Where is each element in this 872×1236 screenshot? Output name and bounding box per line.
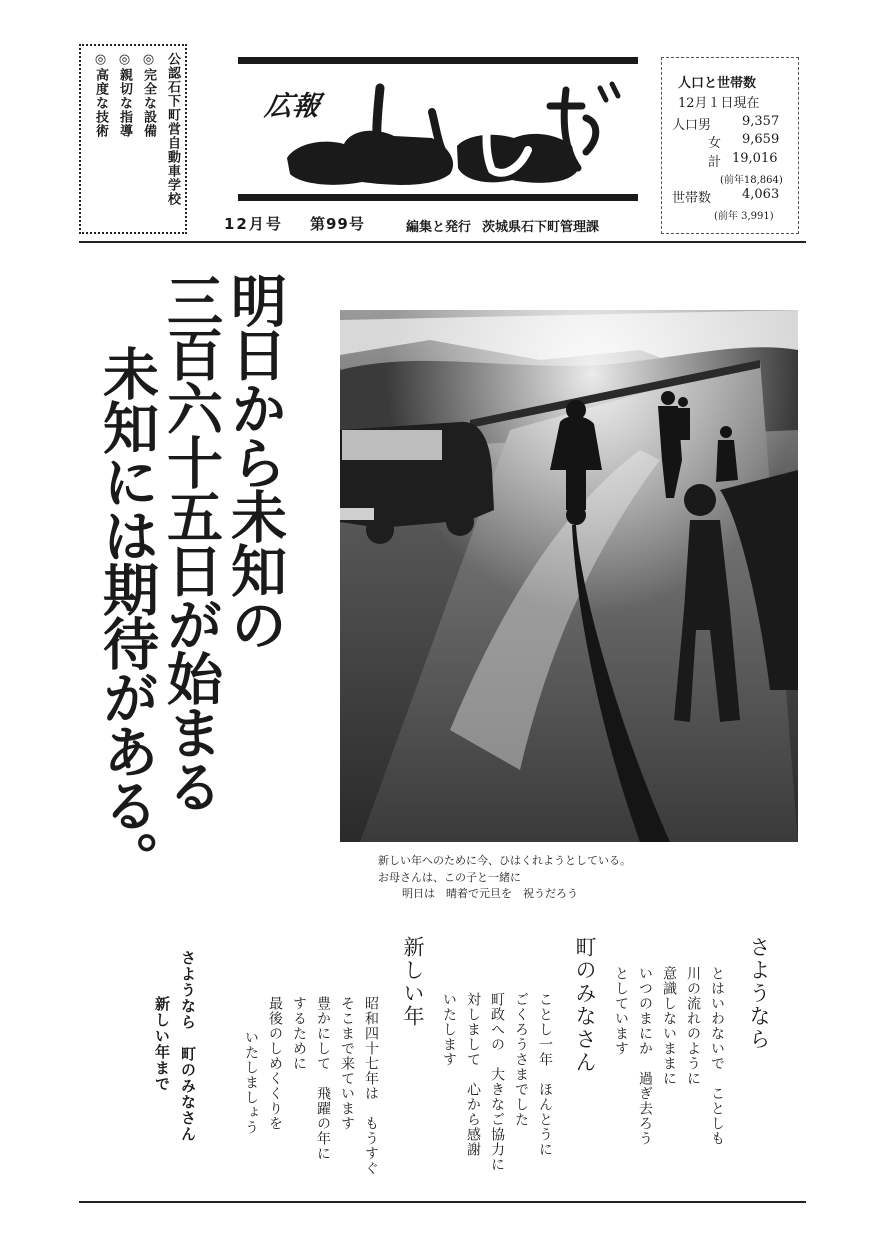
stats-households-label: 世帯数 (672, 191, 712, 206)
photo-caption-line: お母さんは、この子と一緒に (378, 871, 521, 884)
poem-line: いつのまにか 過ぎ去ろう (637, 966, 653, 1146)
stats-total-prev: (前年18,864) (720, 175, 783, 186)
poem-line: さようなら (747, 936, 771, 1051)
poem-line: 川の流れのように (685, 966, 701, 1086)
poem-line: いたします (441, 992, 457, 1067)
headline-line-2: 三百六十五日が始まる (158, 272, 223, 812)
stats-title: 人口と世帯数 (678, 76, 757, 91)
poem-line: 対しまして 心から感謝 (465, 992, 481, 1157)
ad-line: ◎高度な技術 (93, 52, 108, 138)
closing-line: さようなら 町のみなさん (179, 950, 197, 1142)
poem-line: ことし一年 ほんとうに (537, 992, 553, 1157)
poem-line: そこまで来ています (339, 996, 355, 1131)
issue-number: 第99号 (310, 215, 365, 233)
bridge-photo (340, 310, 798, 842)
poem-line: ごくろうさまでした (513, 992, 529, 1127)
closing-line: 新しい年まで (153, 996, 171, 1092)
photo-caption-line: 明日は 晴着で元旦を 祝うだろう (402, 887, 578, 900)
headline-line-1: 明日から未知の (222, 272, 287, 650)
stats-male-label: 人口男 (672, 118, 712, 133)
ad-school-name: 公認石下町営自動車学校 (165, 52, 180, 206)
header-divider (79, 241, 806, 243)
stats-total-label: 計 (708, 155, 722, 170)
stats-total-value: 19,016 (732, 151, 778, 166)
poem-line: 意識しないままに (661, 966, 677, 1086)
masthead-top-rule (238, 57, 638, 64)
masthead-bottom-rule (238, 194, 638, 201)
stats-households-prev: (前年 3,991) (714, 211, 774, 222)
ad-box (79, 44, 187, 234)
masthead-prefix: 広報 (262, 91, 323, 122)
ad-line: ◎完全な設備 (141, 52, 156, 138)
issue-month: 12月号 (224, 215, 283, 233)
poem-line: 新しい年 (401, 936, 425, 1028)
publisher-name: 茨城県石下町管理課 (482, 220, 600, 235)
footer-divider (79, 1201, 806, 1203)
poem-line: としています (613, 966, 629, 1056)
poem-line: 豊かにして 飛躍の年に (315, 996, 331, 1161)
photo-caption-line: 新しい年へのために今、ひはくれようとしている。 (378, 854, 631, 867)
stats-female-label: 女 (708, 136, 722, 151)
ad-line: ◎親切な指導 (117, 52, 132, 138)
poem-line: 最後のしめくくりを (267, 996, 283, 1131)
poem-line: 昭和四十七年は もうすぐ (363, 996, 379, 1176)
stats-households-value: 4,063 (742, 187, 780, 202)
publisher-label: 編集と発行 (406, 220, 472, 235)
poem-line: いたしましょう (243, 1030, 259, 1135)
masthead-logo (282, 76, 642, 191)
poem-line: するために (291, 996, 307, 1071)
poem-line: 町政への 大きなご協力に (489, 992, 505, 1172)
headline-line-3: 未知には期待がある。 (94, 345, 159, 885)
poem-line: 町のみなさん (573, 936, 597, 1074)
population-stats-box (661, 57, 799, 234)
stats-male-value: 9,357 (742, 114, 780, 129)
stats-date: 12月１日現在 (678, 96, 760, 111)
stats-female-value: 9,659 (742, 132, 780, 147)
poem-line: とはいわないで ことしも (709, 966, 725, 1146)
